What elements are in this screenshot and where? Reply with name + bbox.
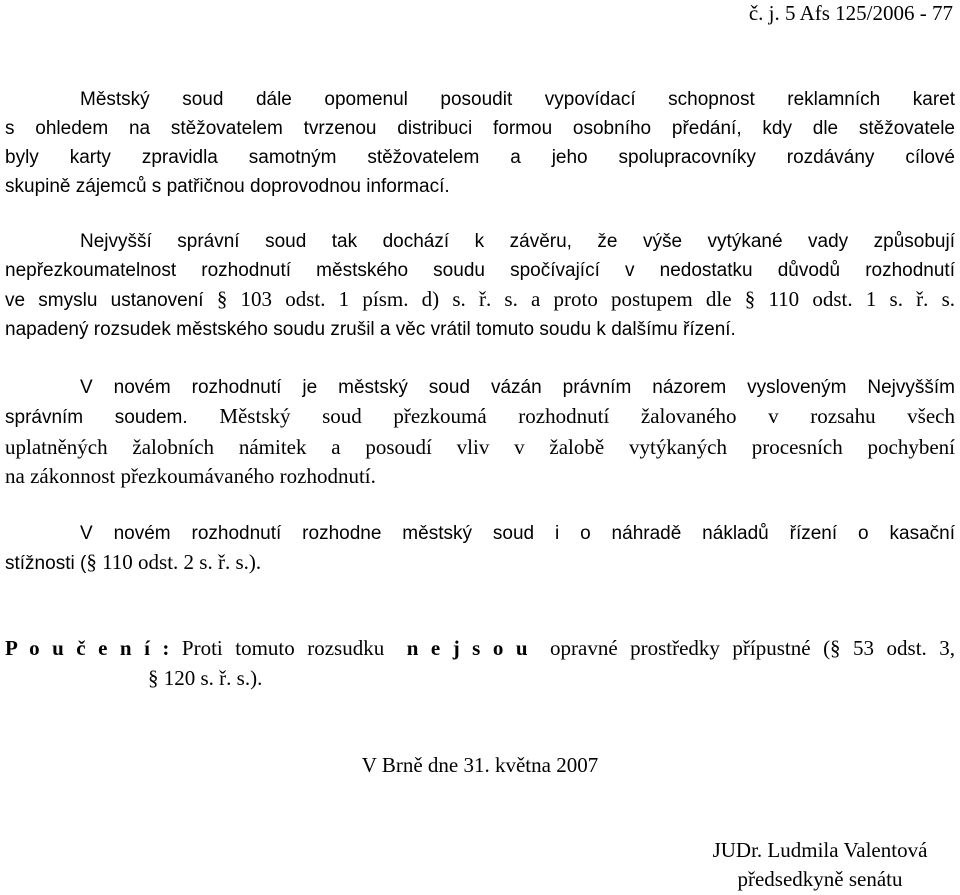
paragraph-conclusion: [5, 228, 955, 344]
signature-block: [680, 836, 960, 894]
text-line: [5, 257, 955, 286]
text-segment: byly karty zpravidla samotným stěžovatelem a jeho spolupracovníky rozdávány cílové: [5, 147, 955, 168]
legal-instruction: [5, 633, 955, 693]
text-segment: nepřezkoumatelnost rozhodnutí městského soudu spočívající v nedostatku důvodů rozhodnutí: [5, 259, 955, 281]
text-segment: uplatněných žalobních námitek a posoudí vliv v žalobě vytýkaných procesních pochybení: [5, 434, 955, 459]
text-segment: správním soudem.: [5, 407, 188, 429]
text-line: [5, 85, 955, 114]
text-line: [5, 402, 955, 432]
text-line: [5, 143, 955, 172]
text-segment: napadený rozsudek městského soudu zrušil a věc vrátil tomuto soudu k dalšímu řízení.: [5, 318, 736, 340]
text-segment: Městský soud přezkoumá rozhodnutí žalovaného v rozsahu všech: [219, 404, 955, 429]
paragraph-costs: [5, 519, 955, 578]
text-segment: V novém rozhodnutí rozhodne městský soud i o náhradě nákladů řízení o kasační: [80, 523, 955, 544]
statute-reference: § 103 odst. 1 písm. d) s. ř. s. a proto postupem dle § 110 odst. 1 s. ř. s.: [216, 287, 955, 311]
text-line: [5, 433, 955, 462]
text-segment: Nejvyšší správní soud tak dochází k závěru, že výše vytýkané vady způsobují: [80, 231, 955, 252]
text-line: [5, 633, 955, 663]
text-line: [5, 114, 955, 143]
date-line: V Brně dne 31. května 2007: [361, 753, 599, 777]
text-line: [5, 228, 955, 257]
text-segment: s ohledem na stěžovatelem tvrzenou distribuci formou osobního předání, kdy dle stěžovatele: [5, 118, 955, 139]
text-segment: na zákonnost přezkoumávaného rozhodnutí.: [5, 463, 376, 488]
text-line: [5, 172, 955, 201]
text-segment: stížnosti (: [5, 553, 87, 574]
text-segment: Městský soud dále opomenul posoudit vypovídací schopnost reklamních karet: [80, 89, 955, 110]
text-line: [5, 316, 955, 345]
signatory-role: předsedkyně senátu: [737, 867, 903, 891]
text-segment: ve smyslu ustanovení: [5, 290, 204, 311]
paragraph-binding-opinion: [5, 373, 955, 491]
text-line: [5, 462, 955, 491]
text-line: [5, 285, 955, 316]
statute-reference: § 110 odst. 2 s. ř. s.).: [86, 550, 262, 574]
signatory-name: JUDr. Ludmila Valentová: [712, 838, 928, 862]
text-line: [5, 373, 955, 402]
text-segment: skupině zájemců s patřičnou doprovodnou informací.: [5, 176, 450, 197]
case-number: č. j. 5 Afs 125/2006 - 77: [748, 1, 953, 25]
text-segment: V novém rozhodnutí je městský soud vázán právním názorem vysloveným Nejvyšším: [80, 377, 955, 398]
paragraph-reasoning: [5, 85, 955, 201]
text-line: [5, 519, 955, 548]
instruction-emphasis: n e j s o u: [406, 636, 528, 660]
text-line: [5, 548, 955, 578]
text-line: § 120 s. ř. s.).: [148, 666, 263, 690]
instruction-label: P o u č e n í :: [5, 636, 170, 660]
text-segment: Proti tomuto rozsudku: [181, 636, 385, 660]
text-segment: opravné prostředky přípustné (§ 53 odst. 3,: [550, 636, 956, 660]
